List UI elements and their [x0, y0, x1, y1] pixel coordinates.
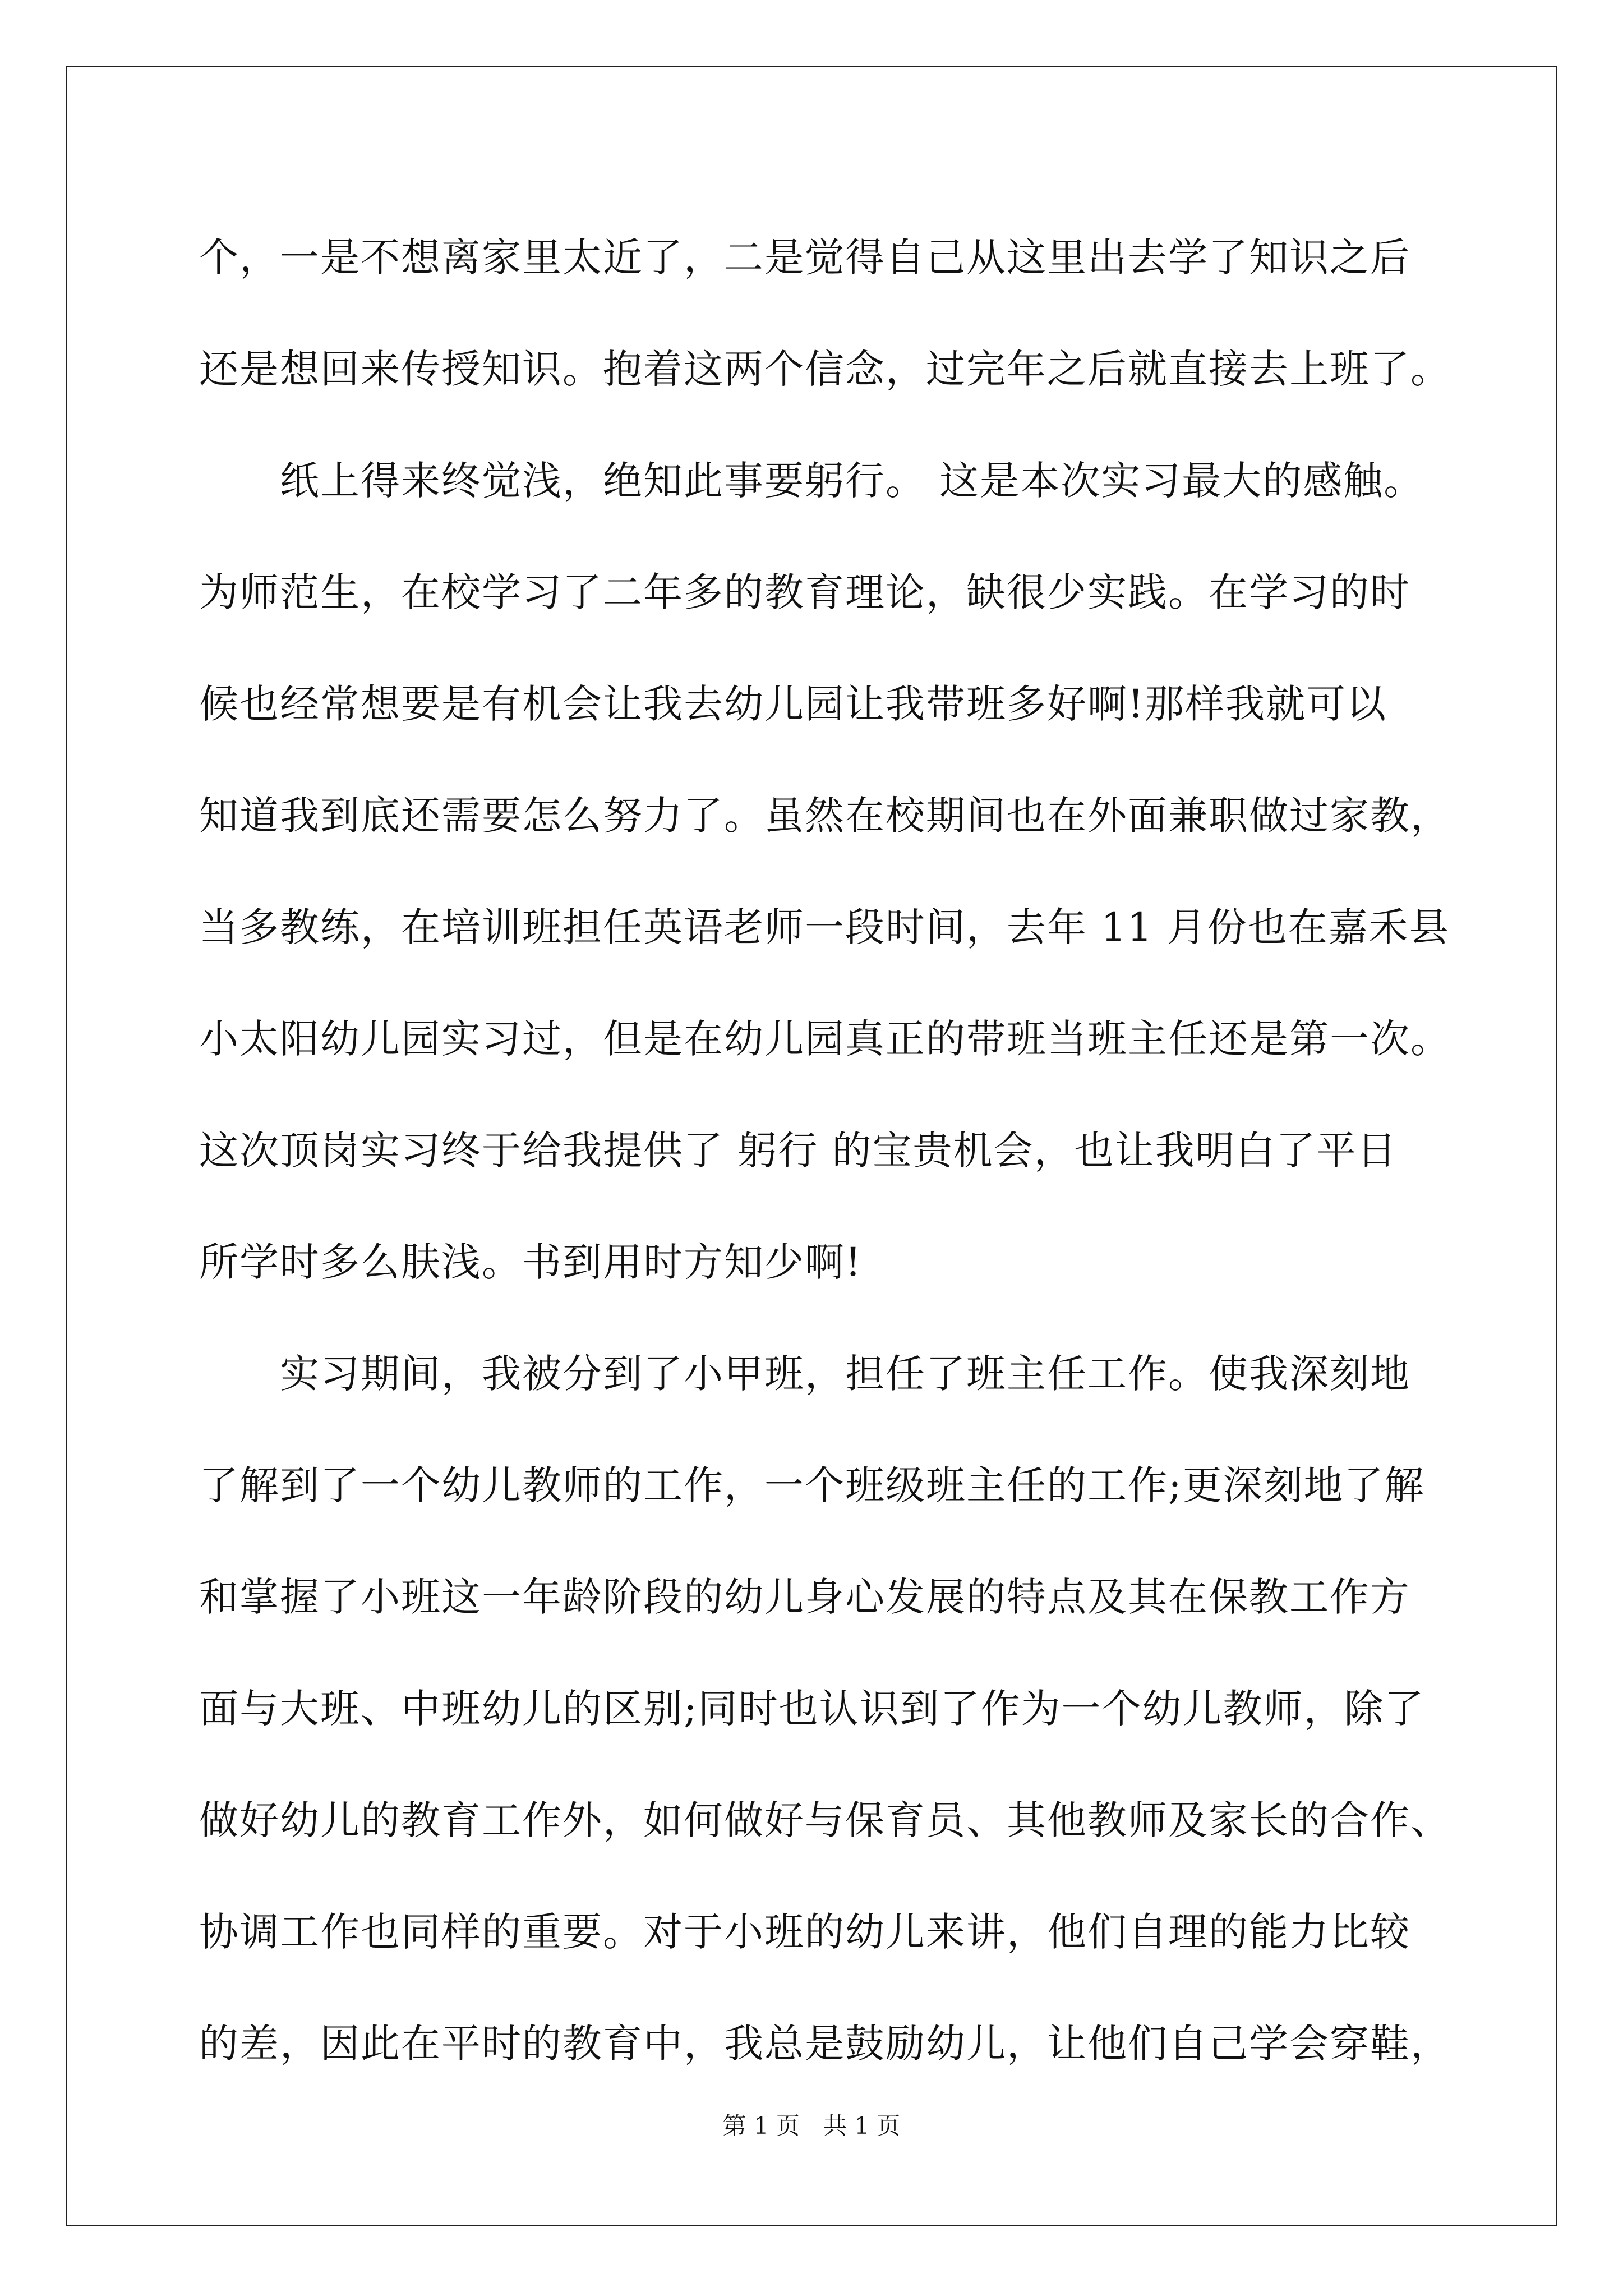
text-line: 个，一是不想离家里太近了，二是觉得自己从这里出去学了知识之后: [199, 234, 1410, 280]
text-line: 小太阳幼儿园实习过，但是在幼儿园真正的带班当班主任还是第一次。: [199, 1016, 1451, 1062]
text-line: 和掌握了小班这一年龄阶段的幼儿身心发展的特点及其在保教工作方: [199, 1574, 1410, 1620]
text-line: 这次顶岗实习终于给我提供了 躬行 的宝贵机会，也让我明白了平日: [199, 1128, 1398, 1174]
text-line: 知道我到底还需要怎么努力了。虽然在校期间也在外面兼职做过家教，: [199, 793, 1451, 839]
text-line: 纸上得来终觉浅，绝知此事要躬行。 这是本次实习最大的感触。: [199, 458, 1424, 504]
text-line: 实习期间，我被分到了小甲班，担任了班主任工作。使我深刻地: [199, 1351, 1410, 1397]
text-line: 了解到了一个幼儿教师的工作，一个班级班主任的工作;更深刻地了解: [199, 1462, 1425, 1508]
document-body: [199, 202, 1461, 2100]
text-line: 为师范生，在校学习了二年多的教育理论，缺很少实践。在学习的时: [199, 569, 1410, 615]
text-line: 当多教练，在培训班担任英语老师一段时间，去年 11 月份也在嘉禾县: [199, 904, 1450, 950]
text-line: 还是想回来传授知识。抱着这两个信念，过完年之后就直接去上班了。: [199, 346, 1451, 392]
text-line: 的差，因此在平时的教育中，我总是鼓励幼儿，让他们自己学会穿鞋，: [199, 2021, 1451, 2067]
text-line: 协调工作也同样的重要。对于小班的幼儿来讲，他们自理的能力比较: [199, 1909, 1410, 1955]
text-line: 所学时多么肤浅。书到用时方知少啊!: [199, 1239, 863, 1285]
text-line: 面与大班、中班幼儿的区别;同时也认识到了作为一个幼儿教师，除了: [199, 1686, 1425, 1732]
text-line: 做好幼儿的教育工作外，如何做好与保育员、其他教师及家长的合作、: [199, 1797, 1451, 1843]
page-footer: 第 1 页 共 1 页: [722, 2112, 901, 2139]
text-line: 候也经常想要是有机会让我去幼儿园让我带班多好啊!那样我就可以: [199, 681, 1387, 727]
